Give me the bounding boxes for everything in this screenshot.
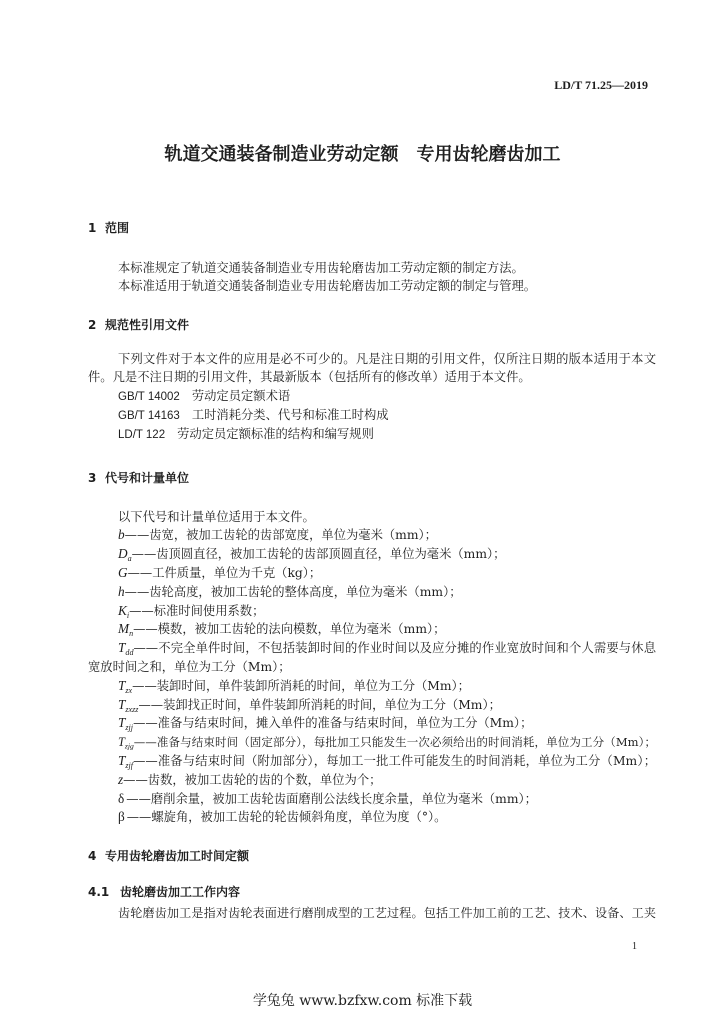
definition-text: ——不完全单件时间，不包括装卸时间的作业时间以及应分摊的作业宽放时间和个人需要与休息 [133,641,656,656]
standard-code: LD/T 71.25—2019 [554,78,648,92]
symbol: T [118,752,126,768]
subsection-heading-work-content [88,883,240,902]
symbol-subscript: zjj [125,723,134,733]
reference-title: 劳动定员定额标准的结构和编写规则 [177,426,374,441]
reference-item [88,406,656,425]
symbol: h [118,583,125,599]
section-heading-time-quota [88,847,249,866]
section-heading-normative-references [88,316,189,335]
section-number: 4 [88,848,97,863]
section-number: 2 [88,317,97,332]
reference-code: GB/T 14002 [118,391,180,404]
section-heading-scope [88,219,129,238]
section-title: 代号和计量单位 [105,470,190,485]
symbol: K [118,602,127,618]
definition-text: ——标准时间使用系数； [129,603,265,618]
symbol-definition [88,790,656,809]
paragraph: 以下代号和计量单位适用于本文件。 [118,509,315,524]
section-number: 3 [88,470,97,485]
symbol-definition [88,677,656,696]
section-heading-symbols-units [88,469,189,488]
reference-item [88,387,656,406]
symbol: T [118,715,126,731]
paragraph: 本标准适用于轨道交通装备制造业专用齿轮磨齿加工劳动定额的制定与管理。 [118,279,537,294]
symbol-definition [88,808,656,827]
reference-title: 工时消耗分类、代号和标准工时构成 [191,407,389,422]
definition-text: ——工件质量，单位为千克（kg）； [127,565,322,580]
definition-text: ——装卸时间，单件装卸所消耗的时间，单位为工分（Mm）； [132,678,470,693]
section-body-scope [88,259,656,297]
symbol-definition [88,639,656,658]
symbol-subscript: dd [125,648,134,657]
reference-code: LD/T 122 [118,428,166,441]
section-body-normative-references [88,350,656,444]
symbol-definition [88,583,656,602]
reference-title: 劳动定员定额术语 [191,389,291,404]
symbol-definition [88,771,656,790]
symbol-definition [88,526,656,545]
subsection-title: 齿轮磨齿加工工作内容 [120,884,241,899]
paragraph-line: 齿轮磨齿加工是指对齿轮表面进行磨削成型的工艺过程。包括工件加工前的工艺、技术、设备、工夹 [118,905,656,920]
definition-text: ——磨削余量，被加工齿轮齿面磨削公法线长度余量，单位为毫米（mm）； [126,791,537,806]
definition-text: ——螺旋角，被加工齿轮的轮齿倾斜角度，单位为度（°）。 [126,810,447,825]
symbol: G [118,564,128,580]
symbol-subscript: zxzz [125,704,139,714]
definition-text: ——准备与结束时间（固定部分），每批加工只能发生一次必须给出的时间消耗，单位为工分（Mm）； [133,735,656,750]
symbol-definition [88,696,656,715]
symbol-definition [88,620,656,639]
symbol-definition [88,714,656,733]
definition-text: ——齿轮高度，被加工齿轮的整体高度，单位为毫米（mm）； [124,584,462,599]
definition-text: ——准备与结束时间，摊入单件的准备与结束时间，单位为工分（Mm）； [133,716,533,731]
symbol-subscript: n [129,629,134,639]
paragraph-line: 下列文件对于本文件的应用是必不可少的。凡是注日期的引用文件，仅所注日期的版本适用于本文 [118,351,656,366]
definition-text: ——齿宽，被加工齿轮的齿部宽度，单位为毫米（mm）； [124,528,437,543]
symbol-definition [88,602,656,621]
definition-text: ——准备与结束时间（附加部分），每加工一批工件可能发生的时间消耗，单位为工分（Mm）； [133,753,656,768]
definition-text: ——模数，被加工齿轮的法向模数，单位为毫米（mm）； [133,622,446,637]
symbol: T [118,677,126,693]
paragraph-line: 件。凡是不注日期的引用文件，其最新版本（包括所有的修改单）适用于本文件。 [88,370,531,385]
reference-item [88,425,656,444]
symbol: δ [118,790,125,806]
section-title: 专用齿轮磨齿加工时间定额 [105,848,250,863]
symbol-definition [88,752,656,771]
symbol: T [118,640,126,656]
subsection-number: 4.1 [88,884,110,899]
page-number: 1 [632,941,637,952]
definition-text: ——装卸找正时间，单件装卸所消耗的时间，单位为工分（Mm）； [138,697,501,712]
symbol: b [118,527,125,543]
section-title: 范围 [105,220,130,235]
section-number: 1 [88,220,97,235]
subsection-body-work-content [88,904,656,923]
symbol: T [118,735,125,750]
symbol: D [118,546,128,562]
paragraph: 本标准规定了轨道交通装备制造业专用齿轮磨齿加工劳动定额的制定方法。 [118,260,524,275]
symbol-subscript: a [127,554,132,564]
footer-watermark: 学兔兔 www.bzfxw.com 标准下载 [252,993,473,1009]
section-body-symbols-units [88,508,656,828]
symbol-subscript: zjg [124,741,134,751]
reference-code: GB/T 14163 [118,409,180,422]
symbol-definition [88,564,656,583]
definition-continuation: 宽放时间之和，单位为工分（Mm）； [88,659,291,674]
symbol-subscript: i [126,610,130,620]
symbol-definition [88,733,656,752]
symbol-subscript: zx [125,685,133,695]
definition-text: ——齿数，被加工齿轮的齿的个数，单位为个； [123,772,382,787]
document-title: 轨道交通装备制造业劳动定额 专用齿轮磨齿加工 [164,144,561,165]
symbol: M [118,621,130,637]
symbol-definition [88,545,656,564]
symbol-subscript: zjf [125,760,134,770]
symbol: β [118,809,125,825]
section-title: 规范性引用文件 [105,317,190,332]
symbol: z [118,771,124,787]
symbol: T [118,696,126,712]
definition-text: ——齿顶圆直径，被加工齿轮的齿部顶圆直径，单位为毫米（mm）； [131,547,506,562]
